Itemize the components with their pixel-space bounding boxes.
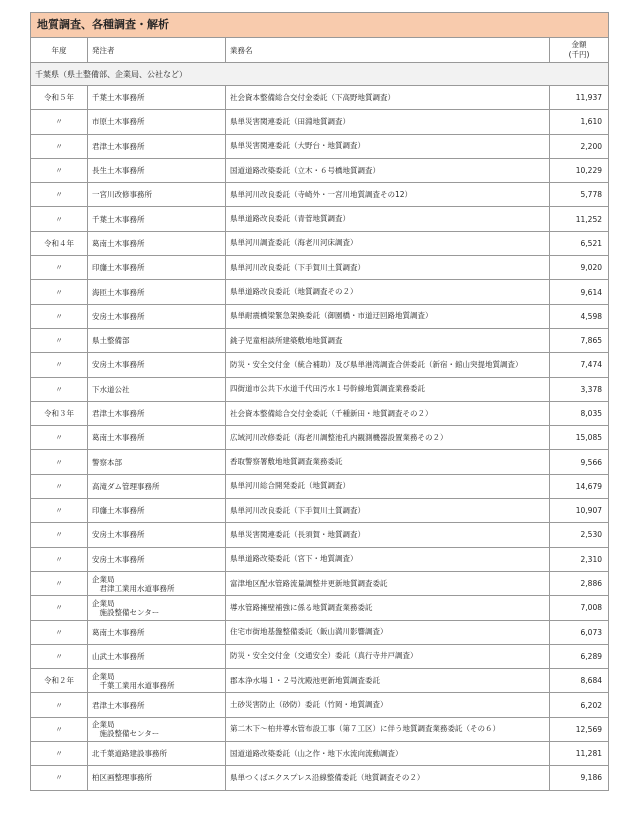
table-row (31, 304, 608, 328)
cell-amount: 2,886 (550, 571, 609, 595)
cell-year: 〃 (31, 644, 88, 668)
cell-year: 〃 (31, 353, 88, 377)
cell-client: 葛南土木事務所 (88, 620, 226, 644)
cell-client: 安房土木事務所 (88, 353, 226, 377)
cell-name: 県単災害関連委託（田淵地質調査） (226, 110, 550, 134)
cell-amount: 11,937 (550, 86, 609, 110)
cell-name: 県単河川改良委託（寺崎外・一宮川地質調査その12） (226, 183, 550, 207)
survey-table (31, 38, 608, 790)
table-row (31, 110, 608, 134)
cell-year: 令和２年 (31, 669, 88, 693)
cell-amount: 10,229 (550, 158, 609, 182)
cell-amount: 2,530 (550, 523, 609, 547)
cell-amount: 4,598 (550, 304, 609, 328)
cell-year: 〃 (31, 134, 88, 158)
cell-name: 県単河川改良委託（下手賀川土質調査） (226, 499, 550, 523)
cell-amount: 8,035 (550, 401, 609, 425)
cell-name: 県単災害関連委託（長須賀・地質調査） (226, 523, 550, 547)
cell-name: 県単河川総合開発委託（地質調査） (226, 474, 550, 498)
table-row (31, 158, 608, 182)
cell-client: 君津土木事務所 (88, 134, 226, 158)
cell-year: 令和３年 (31, 401, 88, 425)
cell-amount: 10,907 (550, 499, 609, 523)
cell-name: 社会資本整備総合交付金委託（下高野地質調査） (226, 86, 550, 110)
cell-client: 安房土木事務所 (88, 523, 226, 547)
cell-client: 柏区画整理事務所 (88, 766, 226, 790)
document-title: 地質調査、各種調査・解析 (31, 13, 608, 38)
table-row (31, 280, 608, 304)
cell-client: 県土整備部 (88, 328, 226, 352)
cell-year: 〃 (31, 742, 88, 766)
cell-client: 企業局 施設整備センター (88, 596, 226, 620)
cell-client: 千葉土木事務所 (88, 86, 226, 110)
cell-amount: 9,614 (550, 280, 609, 304)
cell-amount: 3,378 (550, 377, 609, 401)
table-row (31, 86, 608, 110)
table-row (31, 401, 608, 425)
cell-client: 山武土木事務所 (88, 644, 226, 668)
cell-name: 防災・安全交付金（交通安全）委託（真行寺井戸調査） (226, 644, 550, 668)
cell-client: 市原土木事務所 (88, 110, 226, 134)
cell-client: 君津土木事務所 (88, 693, 226, 717)
cell-client: 印旛土木事務所 (88, 499, 226, 523)
cell-year: 〃 (31, 620, 88, 644)
cell-amount: 6,202 (550, 693, 609, 717)
cell-client: 警察本部 (88, 450, 226, 474)
cell-client: 安房土木事務所 (88, 547, 226, 571)
cell-name: 県単災害関連委託（大野台・地質調査） (226, 134, 550, 158)
cell-year: 令和５年 (31, 86, 88, 110)
cell-name: 県単道路改良委託（地質調査その２） (226, 280, 550, 304)
cell-year: 〃 (31, 110, 88, 134)
cell-year: 〃 (31, 256, 88, 280)
cell-year: 〃 (31, 426, 88, 450)
table-row (31, 231, 608, 255)
cell-amount: 9,020 (550, 256, 609, 280)
cell-amount: 6,073 (550, 620, 609, 644)
cell-amount: 6,521 (550, 231, 609, 255)
header-client: 発注者 (88, 38, 226, 63)
table-header-row (31, 38, 608, 63)
survey-table-document (30, 12, 609, 791)
table-row (31, 134, 608, 158)
cell-year: 〃 (31, 693, 88, 717)
table-row (31, 596, 608, 620)
cell-name: 県単耐震橋梁緊急架換委託（御園橋・市道迂回路地質調査） (226, 304, 550, 328)
cell-client: 君津土木事務所 (88, 401, 226, 425)
header-name: 業務名 (226, 38, 550, 63)
table-row (31, 644, 608, 668)
table-row (31, 766, 608, 790)
cell-year: 〃 (31, 571, 88, 595)
cell-year: 〃 (31, 377, 88, 401)
table-row (31, 742, 608, 766)
cell-year: 〃 (31, 717, 88, 741)
cell-amount: 12,569 (550, 717, 609, 741)
cell-amount: 8,684 (550, 669, 609, 693)
cell-client: 下水道公社 (88, 377, 226, 401)
cell-client: 印旛土木事務所 (88, 256, 226, 280)
cell-client: 高滝ダム管理事務所 (88, 474, 226, 498)
table-row (31, 571, 608, 595)
table-row (31, 474, 608, 498)
cell-name: 防災・安全交付金（統合補助）及び県単港湾調査合併委託（新宿・館山突提地質調査） (226, 353, 550, 377)
cell-year: 〃 (31, 766, 88, 790)
cell-amount: 9,566 (550, 450, 609, 474)
header-amount-unit: (千円) (568, 50, 590, 59)
cell-name: 住宅市街地基盤整備委託（飯山満川影響調査） (226, 620, 550, 644)
table-row (31, 207, 608, 231)
cell-client: 千葉土木事務所 (88, 207, 226, 231)
cell-client: 企業局 千葉工業用水道事務所 (88, 669, 226, 693)
cell-amount: 7,008 (550, 596, 609, 620)
cell-year: 〃 (31, 183, 88, 207)
table-row (31, 499, 608, 523)
cell-name: 導水管路擁壁補強に係る地質調査業務委託 (226, 596, 550, 620)
cell-year: 〃 (31, 596, 88, 620)
cell-year: 〃 (31, 499, 88, 523)
cell-amount: 11,281 (550, 742, 609, 766)
cell-year: 〃 (31, 207, 88, 231)
cell-name: 県単河川調査委託（海老川河床調査） (226, 231, 550, 255)
cell-client: 葛南土木事務所 (88, 231, 226, 255)
header-amount-label: 金額 (571, 40, 587, 49)
table-row (31, 450, 608, 474)
table-row (31, 183, 608, 207)
cell-year: 〃 (31, 523, 88, 547)
cell-client: 葛南土木事務所 (88, 426, 226, 450)
cell-amount: 1,610 (550, 110, 609, 134)
cell-name: 国道道路改築委託（立木・６号橋地質調査） (226, 158, 550, 182)
header-year: 年度 (31, 38, 88, 63)
section-row (31, 63, 608, 86)
cell-client: 北千葉道路建設事務所 (88, 742, 226, 766)
cell-year: 〃 (31, 328, 88, 352)
table-row (31, 620, 608, 644)
cell-amount: 14,679 (550, 474, 609, 498)
table-row (31, 693, 608, 717)
cell-amount: 7,474 (550, 353, 609, 377)
cell-year: 〃 (31, 547, 88, 571)
cell-year: 令和４年 (31, 231, 88, 255)
table-row (31, 256, 608, 280)
cell-amount: 2,200 (550, 134, 609, 158)
table-row (31, 547, 608, 571)
table-row (31, 377, 608, 401)
header-amount (550, 38, 609, 63)
cell-name: 県単つくばエクスプレス沿線整備委託（地質調査その２） (226, 766, 550, 790)
cell-name: 四街道市公共下水道千代田汚水１号幹線地質調査業務委託 (226, 377, 550, 401)
cell-amount: 7,865 (550, 328, 609, 352)
cell-client: 長生土木事務所 (88, 158, 226, 182)
cell-year: 〃 (31, 304, 88, 328)
table-row (31, 353, 608, 377)
cell-name: 銚子児童相談所建築敷地地質調査 (226, 328, 550, 352)
cell-name: 県単道路改良委託（青菅地質調査） (226, 207, 550, 231)
table-row (31, 426, 608, 450)
cell-client: 企業局 君津工業用水道事務所 (88, 571, 226, 595)
cell-client: 企業局 施設整備センター (88, 717, 226, 741)
cell-amount: 9,186 (550, 766, 609, 790)
cell-name: 県単河川改良委託（下手賀川土質調査） (226, 256, 550, 280)
cell-name: 土砂災害防止（砂防）委託（竹岡・地質調査） (226, 693, 550, 717)
table-row (31, 669, 608, 693)
section-label: 千葉県（県土整備部、企業局、公社など） (31, 63, 608, 86)
cell-year: 〃 (31, 158, 88, 182)
cell-amount: 2,310 (550, 547, 609, 571)
table-row (31, 328, 608, 352)
cell-year: 〃 (31, 474, 88, 498)
cell-name: 国道道路改築委託（山之作・地下水流向流動調査） (226, 742, 550, 766)
cell-year: 〃 (31, 280, 88, 304)
cell-amount: 6,289 (550, 644, 609, 668)
cell-amount: 5,778 (550, 183, 609, 207)
cell-client: 一宮川改修事務所 (88, 183, 226, 207)
table-row (31, 717, 608, 741)
cell-client: 海匝土木事務所 (88, 280, 226, 304)
cell-name: 郡本浄水場１・２号沈殿池更新地質調査委託 (226, 669, 550, 693)
cell-name: 富津地区配水管路流量調整井更新地質調査委託 (226, 571, 550, 595)
table-row (31, 523, 608, 547)
cell-name: 広域河川改修委託（海老川調整池孔内観測機器設置業務その２） (226, 426, 550, 450)
cell-amount: 15,085 (550, 426, 609, 450)
cell-client: 安房土木事務所 (88, 304, 226, 328)
cell-year: 〃 (31, 450, 88, 474)
cell-name: 社会資本整備総合交付金委託（千種新田・地質調査その２） (226, 401, 550, 425)
cell-name: 県単道路改築委託（宮下・地質調査） (226, 547, 550, 571)
cell-amount: 11,252 (550, 207, 609, 231)
cell-name: 第二木下～柏井導水管布設工事（第７工区）に伴う地質調査業務委託（その６） (226, 717, 550, 741)
cell-name: 香取警察署敷地地質調査業務委託 (226, 450, 550, 474)
